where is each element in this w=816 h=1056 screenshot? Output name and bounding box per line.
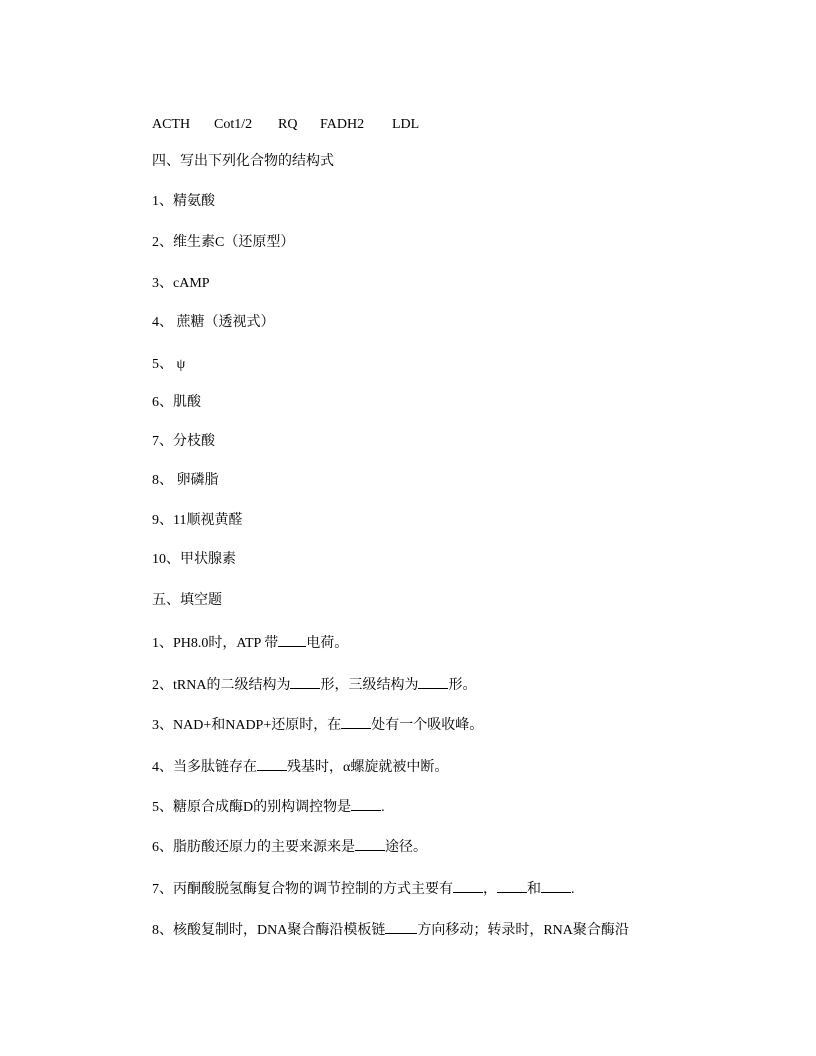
answer-blank: [257, 757, 287, 771]
answer-blank: [278, 633, 306, 647]
answer-blank: [497, 879, 527, 893]
structure-item-5: 5、 ψ: [152, 357, 186, 372]
fill-question-8: [152, 920, 629, 938]
answer-blank: [385, 920, 417, 934]
answer-blank: [341, 715, 371, 729]
abbreviation-acth: ACTH: [152, 117, 191, 132]
structure-item-6: 6、肌酸: [152, 395, 201, 410]
question-text: 8、核酸复制时，DNA聚合酶沿模板链: [152, 923, 386, 938]
question-text: 6、脂肪酸还原力的主要来源来是: [152, 840, 355, 855]
abbreviation-cot: Cot1/2: [214, 117, 253, 132]
answer-blank: [418, 675, 448, 689]
question-text: 和: [527, 882, 541, 897]
question-text: .: [571, 882, 575, 897]
question-text: 3、NAD+和NADP+还原时，在: [152, 718, 342, 733]
question-text: 途径。: [385, 840, 427, 855]
structure-item-7: 7、分枝酸: [152, 434, 215, 449]
structure-item-3: 3、cAMP: [152, 276, 210, 291]
structure-item-10: 10、甲状腺素: [152, 552, 236, 567]
answer-blank: [351, 797, 381, 811]
question-text: 2、tRNA的二级结构为: [152, 678, 291, 693]
question-text: 5、糖原合成酶D的别构调控物是: [152, 800, 352, 815]
abbreviation-rq: RQ: [278, 117, 298, 132]
question-text: 4、当多肽链存在: [152, 760, 257, 775]
structure-item-2: 2、维生素C（还原型）: [152, 235, 295, 250]
fill-question-6: [152, 837, 427, 855]
question-text: 残基时，α螺旋就被中断。: [287, 760, 449, 775]
answer-blank: [290, 675, 320, 689]
answer-blank: [355, 837, 385, 851]
answer-blank: [453, 879, 483, 893]
fill-question-5: [152, 797, 385, 815]
structure-item-4: 4、 蔗糖（透视式）: [152, 315, 275, 330]
abbreviation-fadh2: FADH2: [320, 117, 365, 132]
answer-blank: [541, 879, 571, 893]
fill-question-2: [152, 675, 476, 693]
section-5-heading: 五、填空题: [152, 593, 222, 608]
question-text: .: [381, 800, 385, 815]
structure-item-9: 9、11顺视黄醛: [152, 513, 243, 528]
question-text: 1、PH8.0时，ATP 带: [152, 636, 279, 651]
section-4-heading: 四、写出下列化合物的结构式: [152, 154, 334, 169]
fill-question-1: [152, 633, 348, 651]
question-text: 形，三级结构为: [320, 678, 419, 693]
abbreviation-list: [152, 116, 419, 134]
fill-question-4: [152, 757, 448, 775]
fill-question-3: [152, 715, 483, 733]
question-text: 方向移动；转录时，RNA聚合酶沿: [417, 923, 629, 938]
abbreviation-ldl: LDL: [392, 117, 420, 132]
question-text: 形。: [448, 678, 477, 693]
question-text: 处有一个吸收峰。: [371, 718, 484, 733]
structure-item-1: 1、精氨酸: [152, 194, 215, 209]
question-text: ，: [483, 882, 497, 897]
structure-item-8: 8、 卵磷脂: [152, 473, 219, 488]
fill-question-7: [152, 879, 575, 897]
question-text: 7、丙酮酸脱氢酶复合物的调节控制的方式主要有: [152, 882, 453, 897]
question-text: 电荷。: [306, 636, 349, 651]
